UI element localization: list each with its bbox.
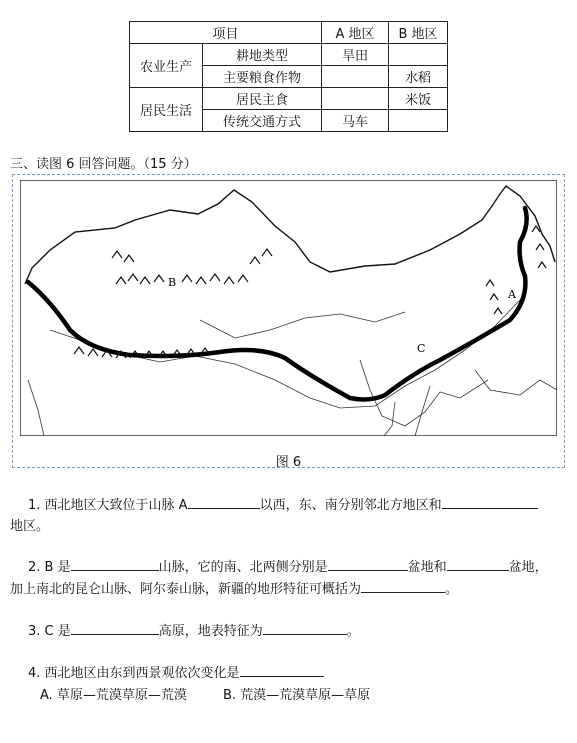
- header-item: 项目: [130, 22, 322, 44]
- label-a: A: [508, 288, 516, 301]
- q2-text: 加上南北的昆仑山脉、阿尔泰山脉，新疆的地形特征可概括为: [10, 582, 362, 597]
- q3-text: 。: [346, 624, 360, 639]
- answer-blank[interactable]: [361, 579, 445, 593]
- option-a[interactable]: A. 草原—荒漠草原—荒漠: [40, 688, 187, 703]
- q2-text: 。: [445, 582, 459, 597]
- question-2-cont: [10, 578, 458, 597]
- question-2: [28, 556, 548, 575]
- question-4-options: [40, 684, 370, 703]
- row-b-value: 水稻: [389, 66, 448, 88]
- table-header-row: [130, 22, 448, 44]
- group-life: 居民生活: [130, 88, 203, 132]
- group-agriculture: 农业生产: [130, 44, 203, 88]
- q3-text: 3. C 是: [28, 624, 71, 639]
- question-4: [28, 662, 324, 681]
- answer-blank[interactable]: [328, 557, 408, 571]
- label-c: C: [417, 342, 426, 355]
- question-1-cont: 地区。: [10, 519, 50, 534]
- region-boundary: [415, 386, 430, 436]
- table-row: [130, 88, 448, 110]
- q4-text: 4. 西北地区由东到西景观依次变化是: [28, 666, 240, 681]
- region-boundary: [200, 312, 405, 338]
- question-1: [28, 494, 538, 513]
- table-row: [130, 44, 448, 66]
- figure-caption: 图 6: [275, 455, 302, 470]
- q2-text: 2. B 是: [28, 560, 71, 575]
- dividing-line: [28, 208, 527, 399]
- header-region-b: B 地区: [389, 22, 448, 44]
- northwest-china-map: [20, 180, 557, 436]
- q2-text: 盆地，: [508, 560, 548, 575]
- row-b-value: [389, 110, 448, 132]
- row-b-value: [389, 44, 448, 66]
- row-b-value: 米饭: [389, 88, 448, 110]
- label-b: B: [168, 276, 177, 289]
- row-item: 居民主食: [203, 88, 322, 110]
- answer-blank[interactable]: [188, 495, 260, 509]
- row-a-value: 马车: [322, 110, 389, 132]
- row-item: 主要粮食作物: [203, 66, 322, 88]
- q2-text: 山脉，它的南、北两侧分别是: [158, 560, 328, 575]
- question-3: [28, 620, 360, 639]
- q2-text: 盆地和: [407, 560, 447, 575]
- row-a-value: [322, 66, 389, 88]
- q1-text: 以西，东、南分别邻北方地区和: [259, 498, 442, 513]
- region-boundary: [28, 380, 44, 436]
- mountain-range-b: [116, 274, 248, 284]
- answer-blank[interactable]: [263, 621, 347, 635]
- row-a-value: 旱田: [322, 44, 389, 66]
- row-item: 耕地类型: [203, 44, 322, 66]
- mountain-symbols: [112, 249, 272, 264]
- border-line: [25, 186, 555, 284]
- answer-blank[interactable]: [240, 663, 324, 677]
- row-a-value: [322, 88, 389, 110]
- region-boundary: [475, 370, 557, 395]
- section-heading: 三、读图 6 回答问题。（15 分）: [10, 157, 197, 172]
- comparison-table: [129, 21, 448, 132]
- answer-blank[interactable]: [71, 621, 159, 635]
- q3-text: 高原，地表特征为: [158, 624, 263, 639]
- q1-text: 1. 西北地区大致位于山脉 A: [28, 498, 188, 513]
- header-region-a: A 地区: [322, 22, 389, 44]
- answer-blank[interactable]: [71, 557, 159, 571]
- answer-blank[interactable]: [447, 557, 509, 571]
- option-b[interactable]: B. 荒漠—荒漠草原—草原: [222, 688, 371, 703]
- mountain-range-a: [486, 226, 546, 314]
- answer-blank[interactable]: [442, 495, 538, 509]
- row-item: 传统交通方式: [203, 110, 322, 132]
